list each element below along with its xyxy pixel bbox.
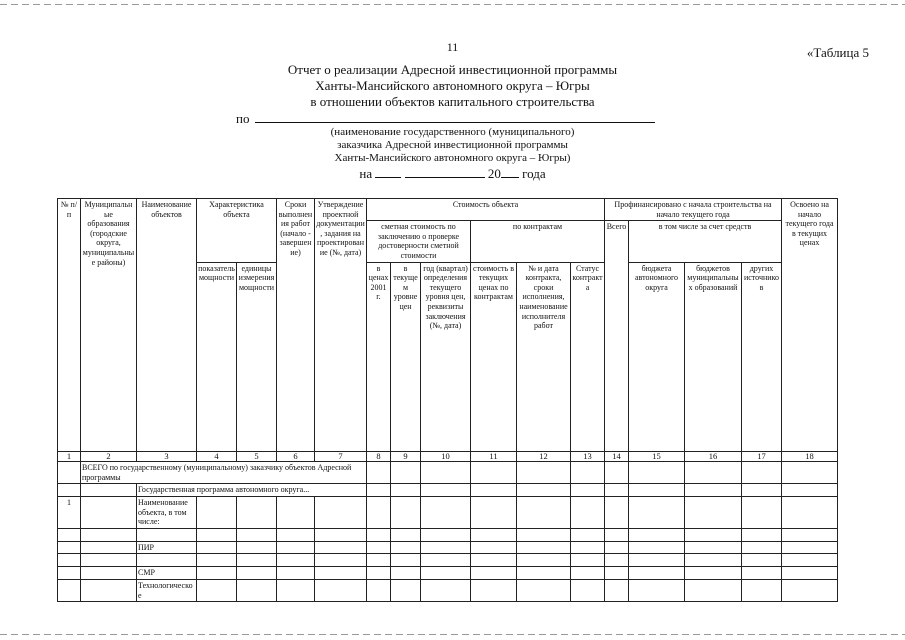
column-number: 2 [81,451,137,462]
po-label: по [236,111,250,126]
column-number: 9 [391,451,421,462]
column-number: 18 [782,451,838,462]
title-line: Ханты-Мансийского автономного округа – Югры [315,78,590,93]
header-including: в том числе за счет средств [629,221,782,262]
column-number: 8 [367,451,391,462]
table-row [58,567,838,580]
column-number: 3 [137,451,197,462]
month-blank [405,165,485,178]
header-number: № п/п [58,199,81,452]
header-price-quarter: год (квартал) определения текущего уровня цен, реквизиты заключения (№, дата) [421,262,471,451]
title-line: Отчет о реализации Адресной инвестиционной программы [287,62,618,77]
day-blank [375,165,401,178]
header-capacity: показатель мощности [197,262,237,451]
column-number: 5 [237,451,277,462]
header-financed: Профинансировано с начала строительства на начало текущего года [605,199,782,221]
header-terms: Сроки выполнения работ (начало - завершение) [277,199,315,452]
column-number-row [58,451,838,462]
header-object-name: Наименование объектов [137,199,197,452]
caption-line: Ханты-Мансийского автономного округа – Югры) [334,152,571,164]
item-number: 1 [58,496,81,528]
customer-blank [255,110,655,123]
scan-edge-bottom [0,634,905,635]
header-contract-cost: стоимость в текущих ценах по контрактам [471,262,517,451]
header-characteristics: Характеристика объекта [197,199,277,263]
column-number: 16 [685,451,742,462]
column-number: 17 [742,451,782,462]
header-contract-details: № и дата контракта, сроки исполнения, наименование исполнителя работ [517,262,571,451]
item-technological: Технологическое [137,579,197,601]
header-mastered: Освоено на начало текущего года в текущих ценах [782,199,838,452]
total-row-label: ВСЕГО по государственному (муниципальному) заказчику объектов Адресной программы [81,462,367,484]
year-blank [501,165,519,178]
header-okrug-budget: бюджета автономного округа [629,262,685,451]
column-number: 13 [571,451,605,462]
year-label: года [522,166,546,181]
year-prefix: 20 [487,166,501,181]
header-total: Всего [605,221,629,451]
column-number: 4 [197,451,237,462]
item-smr: СМР [137,567,197,580]
table-row [58,484,838,497]
program-row-label: Государственная программа автономного округа... [137,484,367,497]
column-number: 7 [315,451,367,462]
scan-edge-top [0,4,905,5]
caption-line: заказчика Адресной инвестиционной программы [337,139,568,151]
table-row [58,541,838,554]
item-pir: ПИР [137,541,197,554]
header-cost: Стоимость объекта [367,199,605,221]
column-number: 1 [58,451,81,462]
table-row [58,579,838,601]
header-current-prices: в текущем уровне цен [391,262,421,451]
table-label: «Таблица 5 [806,45,869,60]
customer-caption [0,126,905,165]
header-other-sources: других источников [742,262,782,451]
page-number: 11 [446,40,459,54]
table-row [58,462,838,484]
report-table [57,198,838,602]
header-municipality: Муниципальные образования (городские округа, муниципальные районы) [81,199,137,452]
header-unit: единицы измерения мощности [237,262,277,451]
report-title [0,62,905,110]
column-number: 6 [277,451,315,462]
customer-line [236,110,655,127]
na-label: на [359,166,373,181]
column-number: 12 [517,451,571,462]
table-row [58,496,838,528]
table-row [58,554,838,567]
header-municipal-budgets: бюджетов муниципальных образований [685,262,742,451]
item-object-name: Наименование объекта, в том числе: [137,496,197,528]
column-number: 11 [471,451,517,462]
header-prices-2001: в ценах 2001 г. [367,262,391,451]
date-line [0,165,905,182]
column-number: 10 [421,451,471,462]
header-estimate: сметная стоимость по заключению о проверке достоверности сметной стоимости [367,221,471,262]
title-line: в отношении объектов капитального строительства [310,94,595,109]
table-row [58,528,838,541]
header-contract-status: Статус контракта [571,262,605,451]
column-number: 14 [605,451,629,462]
caption-line: (наименование государственного (муниципального) [330,126,575,138]
header-approval: Утверждение проектной документации, задания на проектирование (№, дата) [315,199,367,452]
header-contracts: по контрактам [471,221,605,262]
column-number: 15 [629,451,685,462]
